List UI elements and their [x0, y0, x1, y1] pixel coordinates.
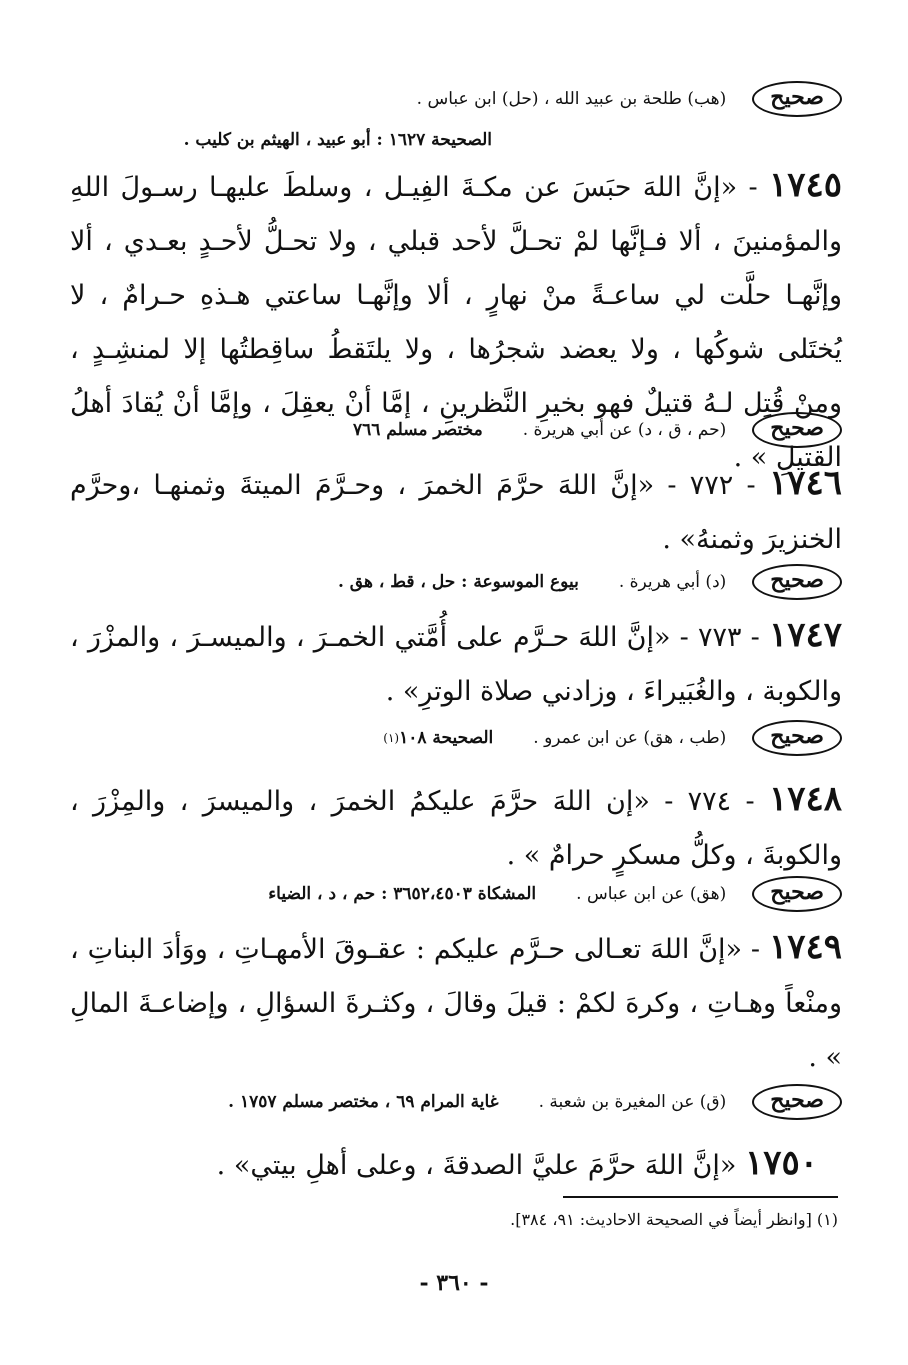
reference: مختصر مسلم ٧٦٦ [352, 420, 483, 440]
reference-line-top: الصحيحة ١٦٢٧ : أبو عبيد ، الهيثم بن كليب . [183, 130, 492, 150]
hadith-number: ١٧٤٥ [768, 165, 842, 205]
page-number: - ٣٦٠ - [419, 1270, 489, 1296]
narration: (ق) عن المغيرة بن شعبة . [538, 1092, 727, 1112]
reference: الصحيحة ١٠٨ [399, 728, 494, 748]
footnote-divider [563, 1196, 838, 1198]
narration: (د) أبي هريرة . [618, 572, 727, 592]
narration: (هب) طلحة بن عبيد الله ، (حل) ابن عباس . [416, 89, 727, 109]
grade-badge: صحيح [752, 564, 842, 600]
hadith-text: - «إنَّ اللهَ تعـالى حـرَّم عليكم : عقـوقَ الأمهـاتِ ، ووَأدَ البناتِ ، ومنْعاً وهـاتِ ، وكرهَ لكمْ : قيلَ وقالَ ، وكثـرةَ السؤالِ ، وإضاعـةَ المالِ » . [70, 934, 842, 1073]
hadith-text: - «إنَّ اللهَ حبَسَ عن مكـةَ الفِيـل ، وسلطَ عليهـا رسـولَ اللهِ والمؤمنينَ ، ألا فـإنَّها لمْ تحـلَّ لأحد قبلي ، ولا تحـلُّ لأحـدٍ بعـدي ، ألا وإنَّهـا حلَّت لي ساعـةً منْ نهارٍ ، ألا وإنَّهـا ساعتي هـذهِ حـرامٌ ، لا يُختَلى شوكُها ، ولا يعضد شجرُها ، ولا يلتَقطُ ساقِطتُها إلا لمنشِـدٍ ، ومنْ قُتِل لـهُ قتيلٌ فهو بخيرِ النَّظرينِ ، إمَّا أنْ يعقِلَ ، وإمَّا أنْ يُقادَ أهلُ القتيلِ » . [70, 172, 842, 473]
hadith-text: - ٧٧٤ - «إن اللهَ حرَّمَ عليكمُ الخمرَ ، والميسرَ ، والمِزْرَ ، والكوبةَ ، وكلُّ مسكرٍ حرامٌ » . [70, 786, 842, 871]
grade-badge: صحيح [752, 1084, 842, 1120]
grade-badge: صحيح [752, 876, 842, 912]
hadith-text: - ٧٧٢ - «إنَّ اللهَ حرَّمَ الخمرَ ، وحـرَّمَ الميتةَ وثمنهـا ،وحرَّم الخنزيرَ وثمنهُ» . [70, 470, 842, 555]
source-line-1748 [70, 876, 842, 912]
reference: بيوع الموسوعة : حل ، قط ، هق . [337, 572, 579, 592]
hadith-text: - ٧٧٣ - «إنَّ اللهَ حـرَّم على أُمَّتي الخمـرَ ، والميسـرَ ، والمزْرَ ، والكوبة ، والغُبَيراءَ ، وزادني صلاة الوترِ» . [70, 622, 842, 707]
reference: المشكاة ٣٦٥٢،٤٥٠٣ : حم ، د ، الضياء [268, 884, 537, 904]
grade-badge: صحيح [752, 81, 842, 117]
hadith-text: «إنَّ اللهَ حرَّمَ عليَّ الصدقةَ ، وعلى أهلِ بيتي» . [216, 1150, 737, 1181]
hadith-1750 [70, 1136, 838, 1193]
footnote: (١) [وانظر أيضاً في الصحيحة الاحاديث: ٩١، ٣٨٤]. [510, 1210, 838, 1229]
narration: (هق) عن ابن عباس . [576, 884, 727, 904]
source-line-1746 [70, 564, 842, 600]
grade-badge: صحيح [752, 720, 842, 756]
reference: غاية المرام ٦٩ ، مختصر مسلم ١٧٥٧ . [228, 1092, 499, 1112]
source-line-1749 [70, 1084, 842, 1120]
hadith-number: ١٧٥٠ [744, 1143, 818, 1183]
footnote-marker: (١) [383, 731, 400, 745]
hadith-number: ١٧٤٨ [768, 779, 842, 819]
grade-badge: صحيح [752, 412, 842, 448]
narration: (حم ، ق ، د) عن أبي هريرة . [522, 420, 727, 440]
hadith-number: ١٧٤٧ [768, 615, 842, 655]
source-line-1747 [70, 720, 842, 756]
source-line-1745 [70, 412, 842, 448]
hadith-number: ١٧٤٩ [768, 927, 842, 967]
narration: (طب ، هق) عن ابن عمرو . [533, 728, 727, 748]
hadith-1748 [70, 772, 842, 883]
hadith-1749 [70, 920, 842, 1085]
source-line-top [70, 84, 842, 114]
hadith-1746 [70, 456, 842, 567]
hadith-1747 [70, 608, 842, 719]
hadith-number: ١٧٤٦ [768, 463, 842, 503]
